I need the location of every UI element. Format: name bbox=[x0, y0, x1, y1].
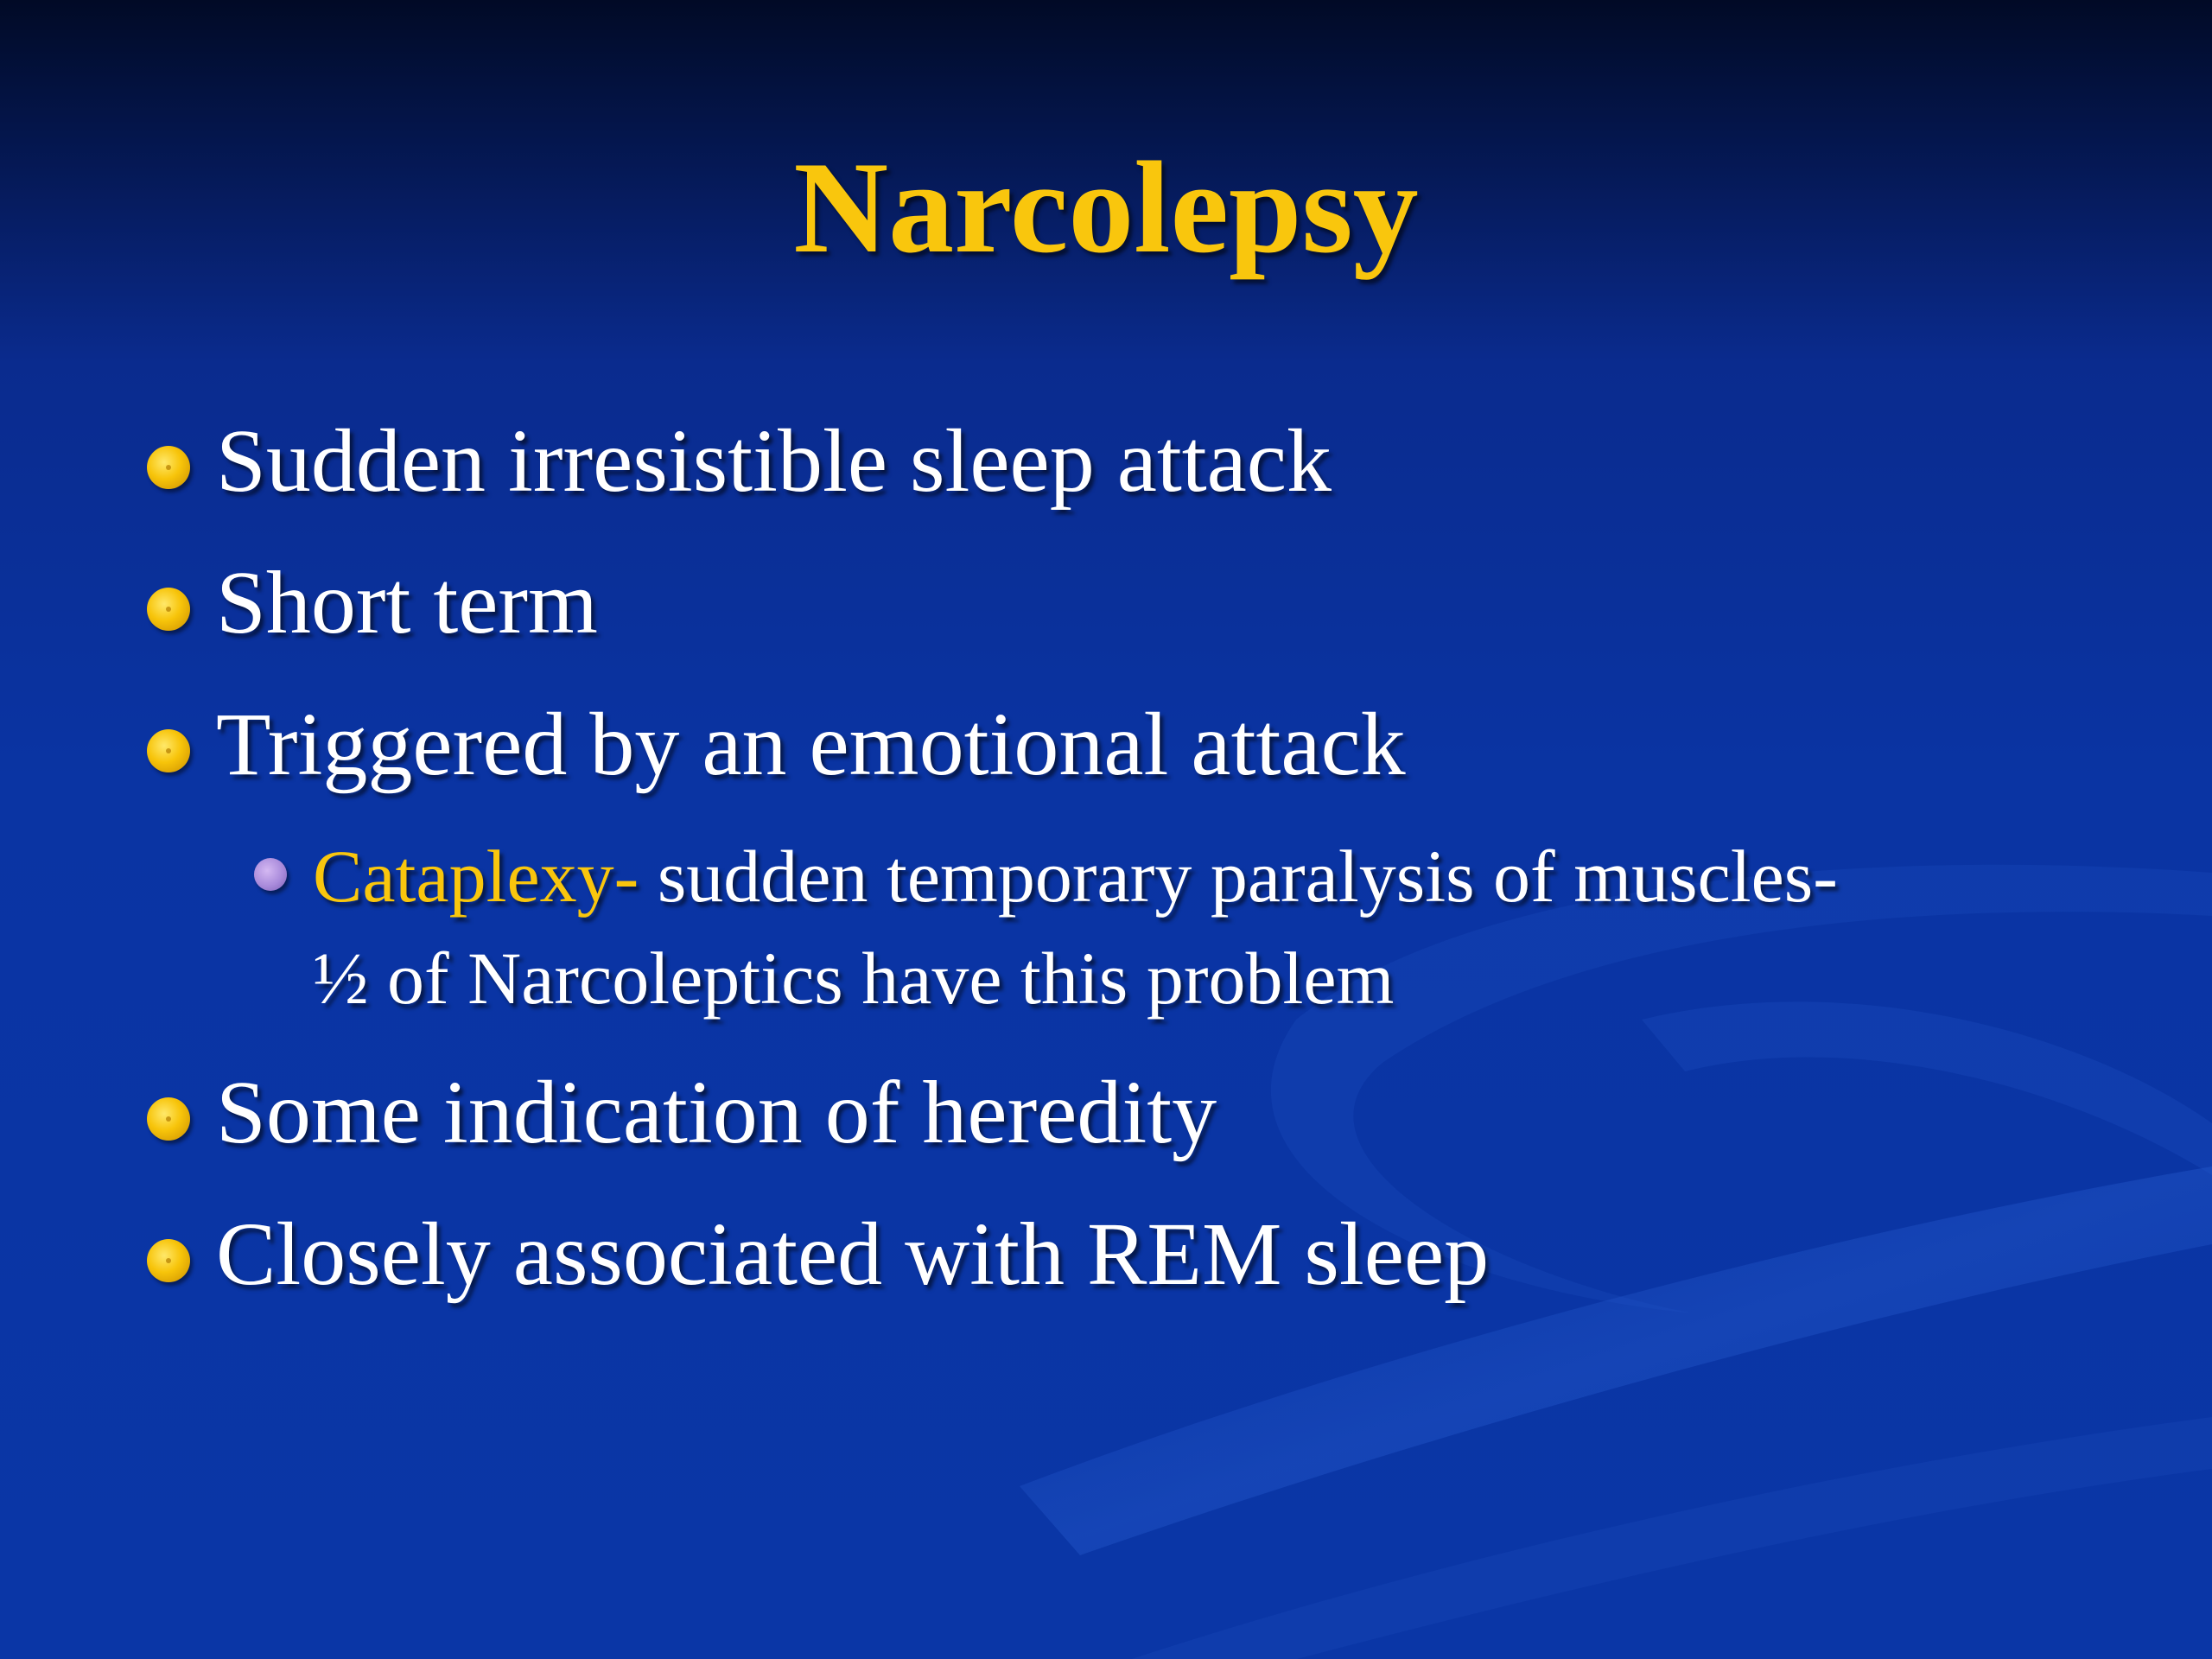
bullet-marker-icon bbox=[147, 588, 190, 631]
slide-title: Narcolepsy bbox=[793, 135, 1419, 280]
bullet-marker-icon bbox=[147, 1097, 190, 1141]
bullet-marker-icon bbox=[147, 446, 190, 489]
bullet-marker-icon bbox=[147, 729, 190, 772]
sub-bullet-line-1: sudden temporary paralysis of muscles- bbox=[639, 835, 1838, 918]
sub-bullet-line-2: ½ of Narcoleptics have this problem bbox=[313, 937, 1395, 1020]
bullet-text: Sudden irresistible sleep attack bbox=[216, 411, 1332, 511]
sub-bullet-text bbox=[313, 825, 2084, 1029]
bullet-text: Short term bbox=[216, 553, 598, 652]
bullet-marker-icon bbox=[147, 1239, 190, 1282]
sub-bullet-marker-icon bbox=[254, 858, 287, 891]
highlighted-term: Cataplexy- bbox=[313, 835, 639, 918]
bullet-text: Triggered by an emotional attack bbox=[216, 695, 1406, 794]
bullet-text: Closely associated with REM sleep bbox=[216, 1205, 1490, 1304]
bullet-text: Some indication of heredity bbox=[216, 1063, 1217, 1162]
